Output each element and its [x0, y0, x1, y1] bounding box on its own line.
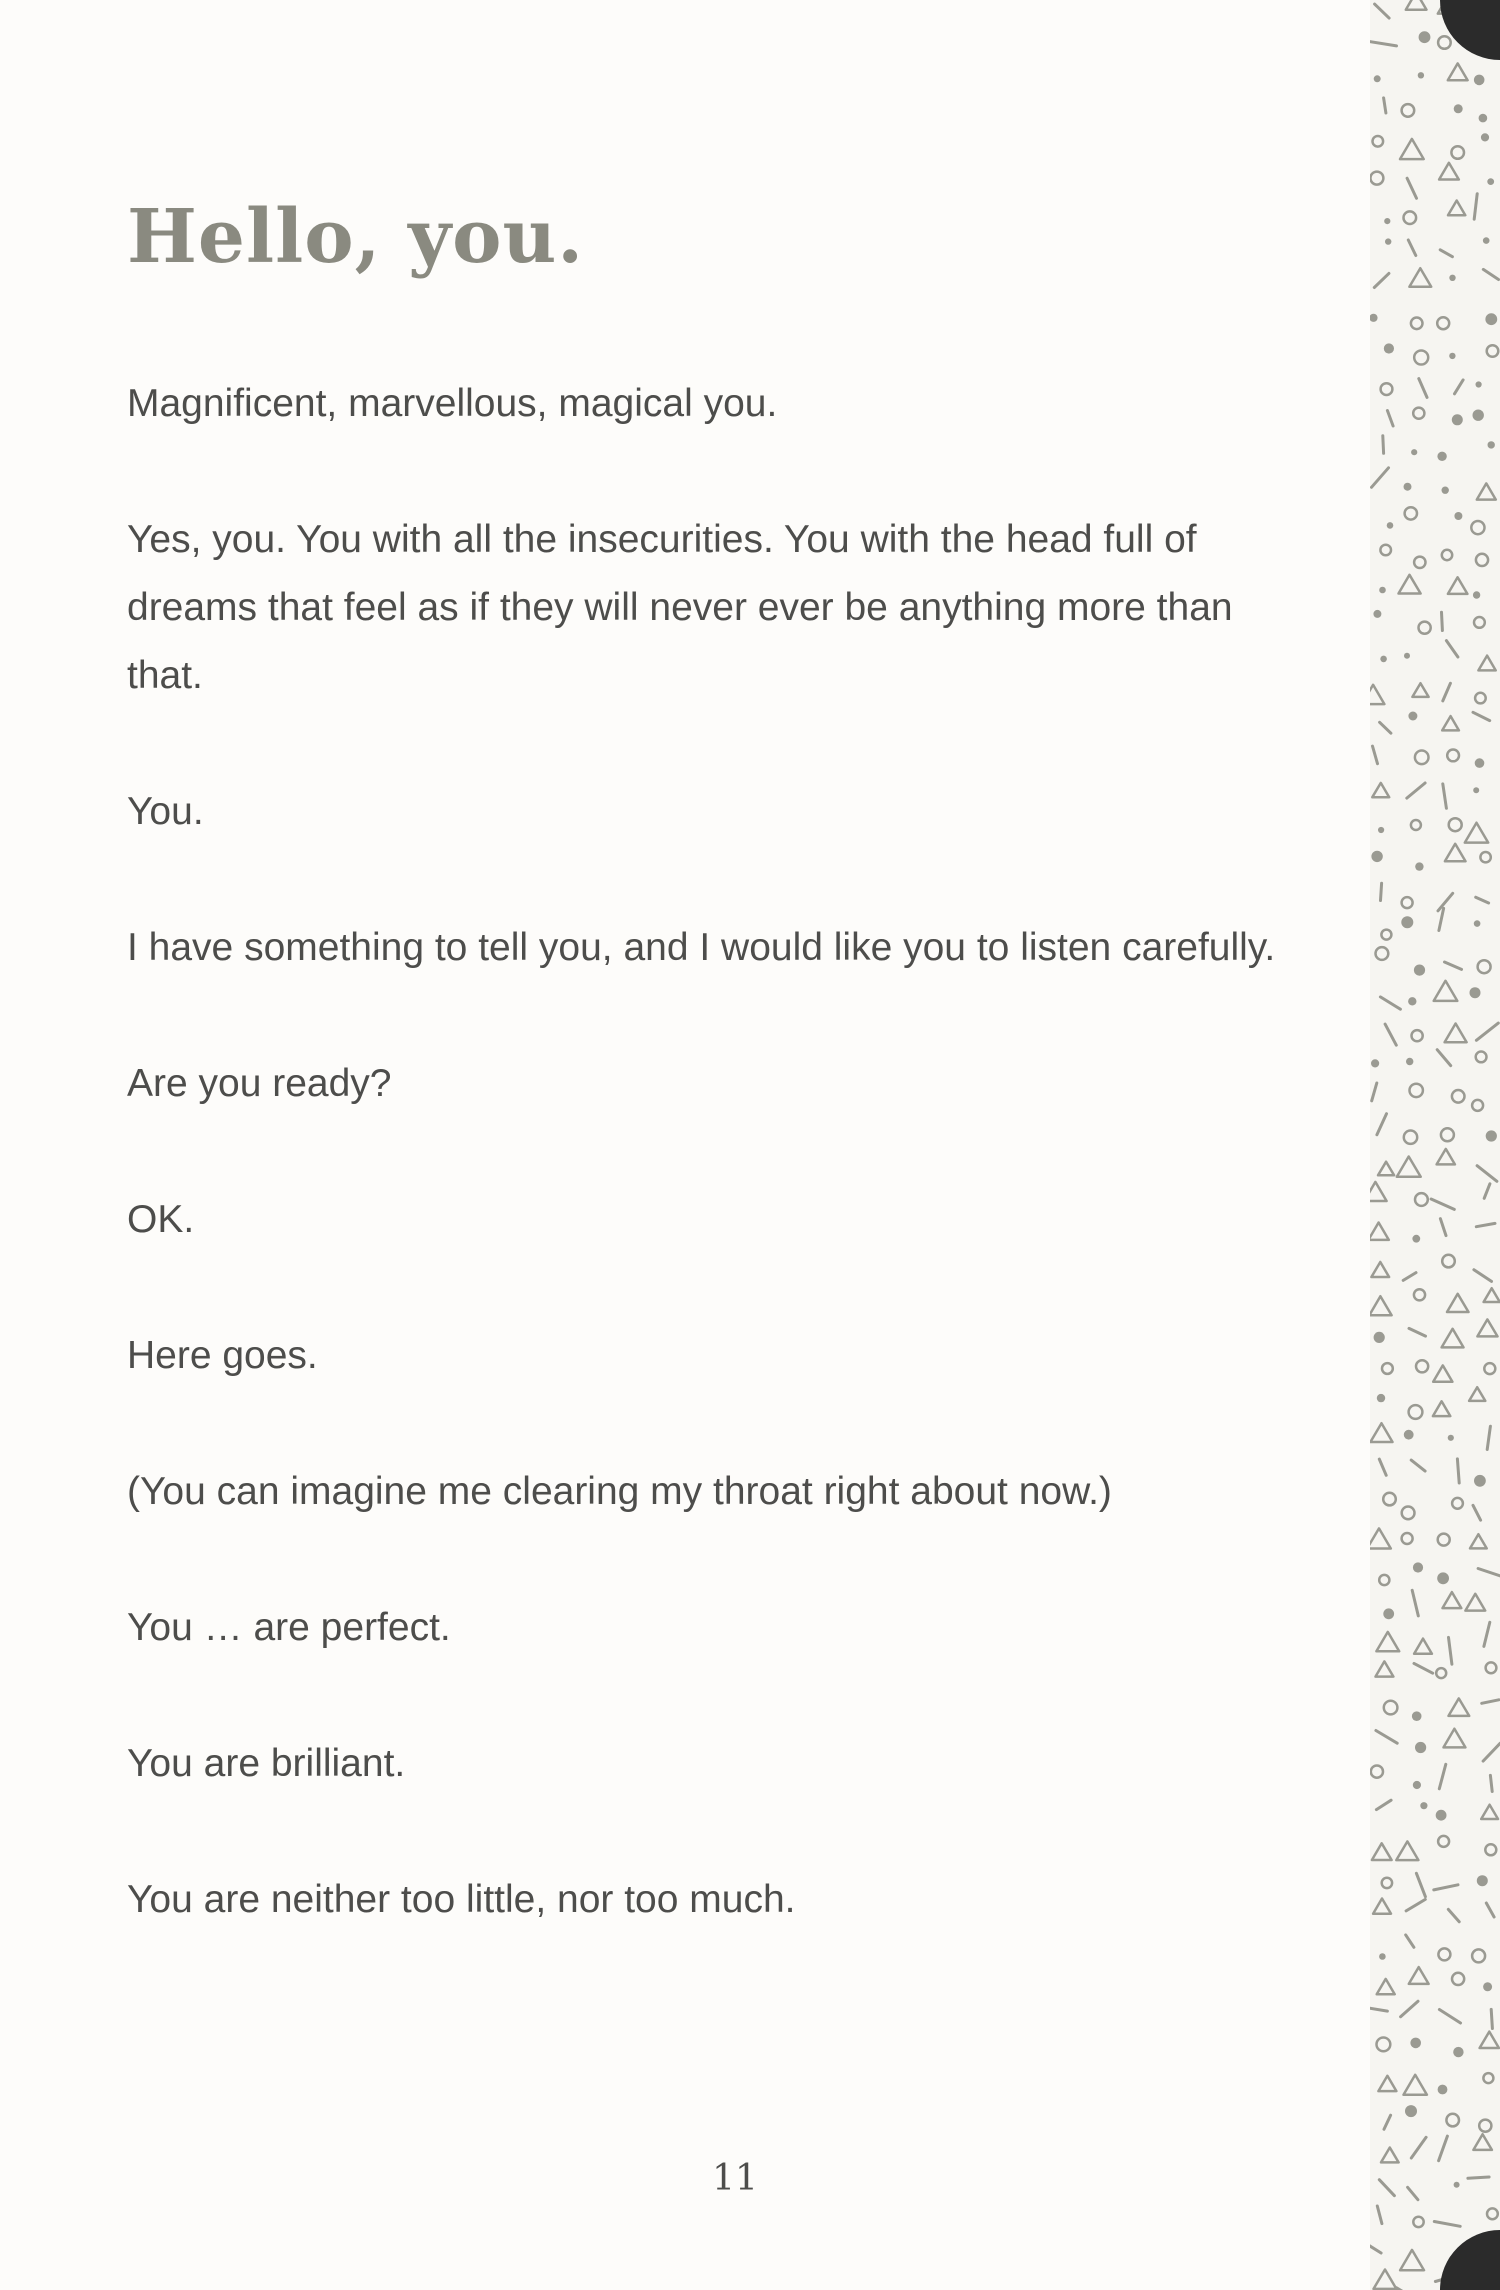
pattern-mark	[1445, 962, 1462, 969]
pattern-mark	[1383, 1608, 1394, 1619]
pattern-mark	[1406, 0, 1427, 10]
pattern-mark	[1381, 383, 1393, 395]
pattern-mark	[1370, 42, 1397, 46]
pattern-mark	[1370, 1296, 1392, 1315]
pattern-mark	[1383, 1493, 1396, 1506]
pattern-mark	[1451, 146, 1464, 159]
pattern-mark	[1412, 1711, 1422, 1721]
pattern-mark	[1449, 1637, 1452, 1664]
pattern-mark	[1442, 550, 1452, 560]
pattern-mark	[1380, 997, 1400, 1009]
pattern-mark	[1408, 240, 1416, 256]
pattern-mark	[1476, 381, 1482, 387]
pattern-mark	[1413, 2217, 1423, 2227]
pattern-mark	[1438, 2085, 1448, 2095]
pattern-mark	[1372, 783, 1389, 797]
pattern-mark	[1387, 411, 1393, 427]
pattern-mark	[1373, 136, 1384, 147]
pattern-mark	[1433, 1365, 1452, 1381]
pattern-mark	[1373, 746, 1378, 764]
pattern-mark	[1377, 2206, 1382, 2224]
pattern-mark	[1404, 483, 1412, 491]
pattern-mark	[1437, 317, 1449, 329]
pattern-mark	[1371, 1262, 1389, 1277]
pattern-mark	[1408, 997, 1416, 1005]
pattern-mark	[1413, 408, 1424, 419]
pattern-mark	[1477, 1166, 1497, 1182]
pattern-mark	[1371, 1059, 1379, 1067]
pattern-mark	[1453, 2047, 1463, 2057]
paragraph: OK.	[127, 1198, 195, 1241]
pattern-mark	[1469, 1387, 1485, 1401]
pattern-mark	[1404, 653, 1410, 659]
pattern-mark	[1481, 1805, 1498, 1819]
pattern-mark	[1454, 104, 1463, 113]
pattern-mark	[1439, 1764, 1446, 1789]
pattern-mark	[1472, 1949, 1485, 1962]
pattern-mark	[1448, 577, 1468, 594]
pattern-mark	[1370, 1528, 1391, 1548]
pattern-mark	[1406, 1899, 1425, 1911]
pattern-mark	[1382, 1363, 1393, 1374]
pattern-mark	[1439, 2010, 1460, 2024]
pattern-mark	[1439, 908, 1444, 930]
pattern-mark	[1431, 1199, 1454, 1209]
pattern-mark	[1387, 522, 1394, 529]
pattern-mark	[1407, 783, 1425, 798]
pattern-mark	[1415, 1193, 1428, 1206]
pattern-mark	[1449, 818, 1462, 831]
pattern-mark	[1446, 641, 1458, 657]
pattern-mark	[1447, 750, 1459, 762]
pattern-mark	[1444, 1729, 1466, 1748]
pattern-mark	[1400, 139, 1424, 159]
pattern-mark	[1412, 1235, 1420, 1243]
pattern-mark	[1483, 2073, 1493, 2083]
pattern-mark	[1407, 178, 1416, 198]
pattern-mark	[1487, 178, 1494, 185]
pattern-mark	[1404, 2075, 1427, 2095]
pattern-mark	[1487, 2208, 1498, 2219]
pattern-mark	[1376, 1661, 1394, 1676]
pattern-mark	[1474, 194, 1477, 220]
pattern-mark	[1378, 1162, 1394, 1176]
pattern-mark	[1478, 960, 1491, 973]
pattern-mark	[1376, 1632, 1399, 1651]
pattern-mark	[1409, 268, 1431, 287]
pattern-mark	[1484, 1622, 1490, 1646]
pattern-mark	[1448, 1909, 1459, 1921]
pattern-mark	[1402, 1533, 1413, 1544]
pattern-mark	[1449, 1698, 1470, 1716]
pattern-mark	[1405, 2105, 1417, 2117]
pattern-mark	[1379, 2180, 1394, 2196]
pattern-mark	[1448, 63, 1468, 80]
pattern-mark	[1399, 575, 1421, 594]
pattern-mark	[1408, 2187, 1418, 2199]
pattern-mark	[1438, 36, 1451, 49]
pattern-mark	[1373, 1899, 1391, 1914]
pattern-mark	[1379, 1953, 1386, 1960]
pattern-mark	[1476, 1023, 1498, 1040]
pattern-mark	[1438, 1948, 1450, 1960]
pattern-mark	[1384, 2115, 1391, 2129]
pattern-mark	[1376, 1731, 1397, 1744]
pattern-mark	[1384, 218, 1390, 224]
pattern-mark	[1404, 1131, 1417, 1144]
pattern-mark	[1438, 1534, 1450, 1546]
pattern-mark	[1409, 1405, 1423, 1419]
pattern-mark	[1483, 1743, 1500, 1761]
pattern-mark	[1385, 1024, 1396, 1045]
pattern-mark	[1406, 1058, 1413, 1065]
pattern-mark	[1485, 1844, 1496, 1855]
pattern-mark	[1411, 1460, 1425, 1471]
paragraph: (You can imagine me clearing my throat right about now.)	[127, 1470, 1112, 1513]
pattern-mark	[1410, 1084, 1423, 1097]
pattern-mark	[1384, 98, 1386, 113]
pattern-mark	[1383, 436, 1384, 454]
pattern-mark	[1468, 2177, 1489, 2178]
pattern-mark	[1442, 1329, 1464, 1348]
pattern-mark	[1475, 758, 1485, 768]
pattern-mark	[1372, 1843, 1392, 1860]
pattern-mark	[1397, 1157, 1421, 1177]
pattern-mark	[1379, 587, 1386, 594]
pattern-mark	[1471, 521, 1484, 534]
pattern-mark	[1454, 2182, 1460, 2188]
pattern-mark	[1486, 1903, 1494, 1917]
pattern-mark	[1452, 1498, 1463, 1509]
pattern-mark	[1434, 1885, 1458, 1890]
pattern-mark	[1411, 820, 1421, 830]
pattern-mark	[1377, 1979, 1395, 1994]
pattern-mark	[1474, 617, 1485, 628]
pattern-mark	[1473, 410, 1484, 421]
paragraph: You.	[127, 790, 204, 833]
pattern-mark	[1415, 751, 1429, 765]
pattern-mark	[1402, 897, 1413, 908]
pattern-mark	[1416, 1873, 1425, 1896]
pattern-mark	[1380, 722, 1391, 733]
pattern-mark	[1381, 930, 1391, 940]
pattern-mark	[1487, 345, 1499, 357]
pattern-mark	[1476, 554, 1488, 566]
pattern-mark	[1445, 844, 1466, 862]
pattern-mark	[1414, 1663, 1433, 1673]
pattern-mark	[1382, 1878, 1392, 1888]
pattern-mark	[1402, 104, 1415, 117]
pattern-mark	[1373, 610, 1381, 618]
pattern-mark	[1412, 1030, 1423, 1041]
pattern-mark	[1488, 441, 1495, 448]
pattern-mark	[1483, 1982, 1492, 1991]
pattern-mark	[1374, 75, 1381, 82]
pattern-mark	[1473, 1505, 1481, 1520]
pattern-mark	[1376, 1800, 1391, 1809]
pattern-mark	[1408, 712, 1417, 721]
pattern-mark	[1379, 1575, 1389, 1585]
pattern-mark	[1481, 133, 1489, 141]
pattern-mark	[1380, 545, 1391, 556]
pattern-mark	[1377, 1114, 1387, 1135]
pattern-mark	[1370, 1182, 1387, 1201]
paragraph: Yes, you. You with all the insecurities. You with the head full of dreams that feel as if they will never ever be anything more than that.	[127, 518, 1233, 697]
pattern-mark	[1474, 75, 1485, 86]
pattern-mark	[1483, 237, 1490, 244]
pattern-mark	[1479, 114, 1488, 123]
pattern-mark	[1443, 784, 1447, 808]
pattern-mark	[1413, 1781, 1421, 1789]
pattern-mark	[1376, 947, 1389, 960]
pattern-mark	[1491, 2009, 1492, 2028]
pattern-mark	[1371, 1766, 1383, 1778]
pattern-mark	[1379, 1459, 1386, 1475]
pattern-mark	[1409, 1967, 1429, 1984]
pattern-mark	[1478, 1569, 1500, 1578]
decorative-pattern-strip	[1370, 0, 1500, 2290]
pattern-mark	[1477, 1319, 1497, 1336]
pattern-mark	[1374, 2270, 1397, 2289]
pattern-mark	[1414, 557, 1425, 568]
pattern-mark	[1438, 893, 1453, 911]
pattern-mark	[1374, 1332, 1385, 1343]
pattern-mark	[1377, 1394, 1385, 1402]
pattern-mark	[1403, 1273, 1416, 1281]
pattern-mark	[1479, 2120, 1491, 2132]
pattern-mark	[1442, 612, 1443, 630]
pattern-mark	[1434, 981, 1458, 1001]
pattern-mark	[1484, 1363, 1495, 1374]
pattern-mark	[1482, 1700, 1499, 1704]
pattern-mark	[1440, 250, 1452, 257]
pattern-mark	[1445, 1024, 1467, 1043]
pattern-mark	[1414, 1639, 1432, 1654]
pattern-mark	[1452, 414, 1463, 425]
pattern-mark	[1442, 487, 1449, 494]
pattern-mark	[1410, 2038, 1421, 2049]
pattern-mark	[1414, 1289, 1425, 1300]
pattern-mark	[1419, 622, 1431, 634]
pattern-mark	[1472, 1100, 1483, 1111]
pattern-mark	[1419, 379, 1427, 398]
pattern-mark	[1370, 2244, 1381, 2253]
pattern-mark	[1474, 1475, 1486, 1487]
pattern-mark	[1378, 2076, 1396, 2091]
pattern-mark	[1449, 353, 1455, 359]
pattern-mark	[1476, 897, 1489, 903]
chapter-heading: Hello, you.	[127, 194, 585, 280]
pattern-mark	[1439, 163, 1459, 180]
pattern-mark	[1412, 683, 1428, 697]
pattern-mark	[1474, 1270, 1492, 1282]
pattern-mark	[1433, 1401, 1450, 1416]
paragraph: I have something to tell you, and I would like you to listen carefully.	[127, 926, 1276, 969]
pattern-mark	[1411, 2137, 1426, 2158]
pattern-mark	[1374, 273, 1389, 287]
pattern-mark	[1437, 1572, 1449, 1584]
pattern-mark	[1483, 269, 1498, 279]
pattern-mark	[1411, 318, 1423, 330]
pattern-mark	[1484, 1184, 1490, 1199]
pattern-mark	[1404, 211, 1417, 224]
pattern-mark	[1380, 656, 1387, 663]
pattern-mark	[1404, 1430, 1414, 1440]
paragraph: You are neither too little, nor too much.	[127, 1878, 796, 1921]
pattern-mark	[1434, 2222, 1460, 2227]
pattern-mark	[1370, 1223, 1389, 1240]
pattern-mark	[1409, 1328, 1426, 1336]
pattern-mark	[1452, 1090, 1465, 1103]
pattern-mark	[1381, 2148, 1399, 2163]
pattern-mark	[1437, 452, 1446, 461]
pattern-mark	[1474, 920, 1481, 927]
pattern-mark	[1487, 1426, 1490, 1449]
pattern-mark	[1437, 1149, 1455, 1165]
pattern-mark	[1440, 1219, 1446, 1236]
pattern-mark	[1473, 591, 1480, 598]
pattern-mark	[1454, 512, 1462, 520]
pattern-mark	[1446, 2114, 1459, 2127]
pattern-mark	[1406, 1935, 1414, 1947]
pattern-mark	[1436, 1668, 1446, 1678]
pattern-mark	[1371, 851, 1382, 862]
pattern-mark	[1457, 1459, 1459, 1483]
pattern-mark	[1372, 468, 1389, 488]
pattern-mark	[1476, 1223, 1495, 1226]
pattern-mark	[1484, 1288, 1500, 1302]
pattern-mark	[1419, 31, 1431, 43]
pattern-mark	[1412, 1590, 1418, 1616]
pattern-mark	[1438, 1836, 1449, 1847]
pattern-mark	[1486, 1662, 1497, 1673]
pattern-mark	[1477, 1875, 1488, 1886]
pattern-mark	[1375, 4, 1390, 18]
pattern-mark	[1385, 238, 1391, 244]
pattern-mark	[1480, 852, 1490, 862]
paragraph: You … are perfect.	[127, 1606, 451, 1649]
pattern-mark	[1486, 1130, 1497, 1141]
pattern-mark	[1370, 172, 1383, 185]
pattern-mark	[1372, 1083, 1377, 1101]
pattern-mark	[1437, 1050, 1451, 1066]
pattern-mark	[1370, 314, 1378, 322]
pattern-mark	[1449, 275, 1455, 281]
pattern-mark	[1465, 823, 1488, 843]
pattern-mark	[1414, 965, 1425, 976]
confetti-pattern-icon	[1370, 0, 1500, 2290]
pattern-mark	[1447, 1294, 1469, 1312]
pattern-mark	[1415, 1742, 1426, 1753]
pattern-mark	[1378, 827, 1384, 833]
pattern-mark	[1400, 2250, 1424, 2270]
pattern-mark	[1381, 883, 1382, 900]
pattern-mark	[1370, 1423, 1392, 1442]
pattern-mark	[1448, 1435, 1454, 1441]
pattern-mark	[1411, 449, 1417, 455]
pattern-mark	[1485, 313, 1497, 325]
pattern-mark	[1384, 343, 1394, 353]
pattern-mark	[1465, 1594, 1485, 1611]
pattern-mark	[1448, 201, 1465, 216]
pattern-mark	[1370, 685, 1384, 704]
pattern-mark	[1370, 2007, 1387, 2011]
pattern-mark	[1420, 1802, 1427, 1809]
pattern-mark	[1415, 862, 1423, 870]
pattern-mark	[1413, 1562, 1423, 1572]
pattern-mark	[1480, 2032, 1499, 2048]
pattern-mark	[1473, 787, 1479, 793]
page-number: 11	[712, 2158, 758, 2199]
paragraph: Are you ready?	[127, 1062, 392, 1105]
pattern-mark	[1442, 716, 1459, 730]
pattern-mark	[1436, 1810, 1447, 1821]
pattern-mark	[1416, 1360, 1428, 1372]
pattern-mark	[1470, 1534, 1487, 1548]
pattern-mark	[1401, 2001, 1418, 2017]
pattern-mark	[1473, 712, 1490, 720]
pattern-mark	[1455, 380, 1464, 394]
paragraph: You are brilliant.	[127, 1742, 406, 1785]
pattern-mark	[1405, 507, 1417, 519]
pattern-mark	[1377, 2038, 1391, 2052]
pattern-mark	[1442, 1255, 1455, 1268]
pattern-mark	[1418, 72, 1424, 78]
pattern-mark	[1490, 1775, 1492, 1791]
pattern-mark	[1476, 1052, 1487, 1063]
pattern-mark	[1443, 683, 1451, 701]
body-text	[127, 370, 1307, 2002]
pattern-mark	[1439, 2136, 1448, 2161]
pattern-mark	[1384, 1701, 1398, 1715]
pattern-mark	[1475, 693, 1486, 704]
pattern-mark	[1396, 1841, 1418, 1860]
pattern-mark	[1473, 2134, 1492, 2150]
pattern-mark	[1402, 1507, 1415, 1520]
pattern-mark	[1414, 351, 1428, 365]
pattern-mark	[1478, 656, 1495, 671]
pattern-mark	[1470, 987, 1481, 998]
pattern-mark	[1443, 1592, 1462, 1608]
pattern-mark	[1401, 916, 1413, 928]
pattern-mark	[1452, 1973, 1464, 1985]
pattern-mark	[1441, 1128, 1454, 1141]
paragraph: Magnificent, marvellous, magical you.	[127, 382, 778, 425]
pattern-mark	[1477, 483, 1496, 499]
paragraph: Here goes.	[127, 1334, 318, 1377]
